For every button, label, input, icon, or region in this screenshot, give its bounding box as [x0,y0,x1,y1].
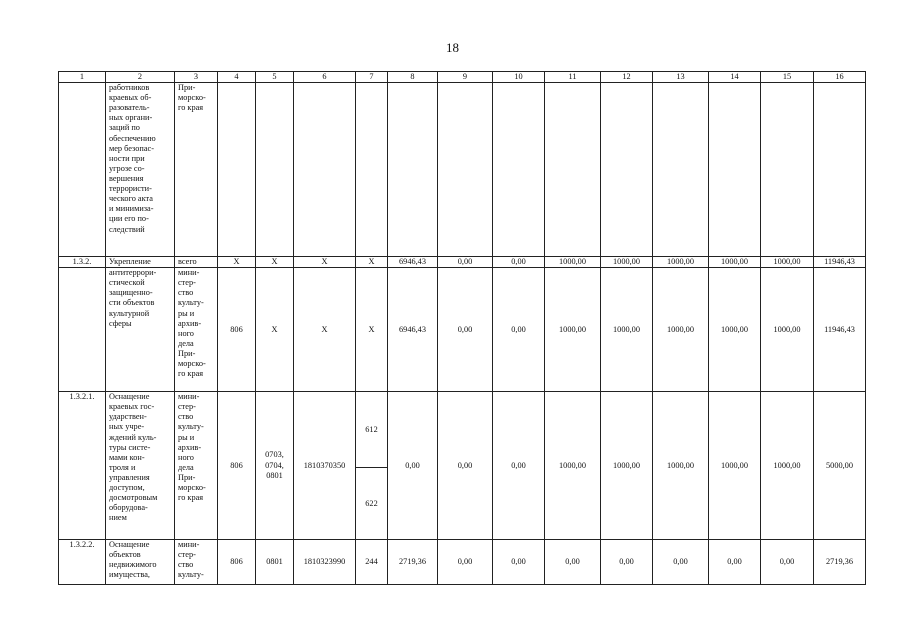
col-header: 10 [493,72,545,83]
vr-code [356,83,388,257]
vr-code: 244 [356,540,388,585]
amount-cell [601,83,653,257]
vr-code: X [356,257,388,268]
amount-cell: 6946,43 [388,268,438,392]
csr-code: X [294,268,356,392]
amount-cell [493,83,545,257]
executor: всего [175,257,218,268]
row-code: 1.3.2.2. [59,540,106,585]
col-header: 13 [653,72,709,83]
amount-cell: 0,00 [493,392,545,540]
col-header: 3 [175,72,218,83]
total-cell [814,83,866,257]
amount-cell: 1000,00 [709,268,761,392]
event-name: работников краевых об- разователь- ных органи- заций по обеспечению мер безопас- ности при угрозе со- вершения террористи- ческого акта и минимиза- ции его по- следствий [106,83,175,257]
page-number: 18 [446,40,459,55]
amount-cell: 1000,00 [709,392,761,540]
col-header: 2 [106,72,175,83]
amount-cell: 2719,36 [388,540,438,585]
amount-cell [388,83,438,257]
event-name: Оснащение объектов недвижимого имущества, [106,540,175,585]
amount-cell: 0,00 [709,540,761,585]
grbs-code: X [218,257,256,268]
amount-cell: 1000,00 [545,268,601,392]
table-row [59,268,866,392]
rzpr-code [256,83,294,257]
col-header: 12 [601,72,653,83]
col-header: 14 [709,72,761,83]
amount-cell: 6946,43 [388,257,438,268]
executor: При- морско- го края [175,83,218,257]
col-header: 7 [356,72,388,83]
amount-cell: 0,00 [493,540,545,585]
table-row [59,257,866,268]
amount-cell: 1000,00 [653,268,709,392]
executor: мини- стер- ство культу- ры и архив- ного дела При- морско- го края [175,268,218,392]
vr-code-split [356,392,388,540]
vr-code: X [356,268,388,392]
amount-cell: 1000,00 [653,257,709,268]
row-code [59,268,106,392]
amount-cell: 0,00 [438,540,493,585]
amount-cell: 1000,00 [761,392,814,540]
column-number-header-row [59,72,866,83]
row-code: 1.3.2.1. [59,392,106,540]
amount-cell: 0,00 [388,392,438,540]
amount-cell: 1000,00 [545,392,601,540]
amount-cell: 1000,00 [601,268,653,392]
table-row [59,83,866,257]
amount-cell: 1000,00 [709,257,761,268]
table-row [59,392,866,540]
amount-cell: 0,00 [761,540,814,585]
amount-cell: 1000,00 [761,268,814,392]
budget-table [58,71,866,585]
amount-cell: 0,00 [653,540,709,585]
grbs-code: 806 [218,540,256,585]
col-header: 5 [256,72,294,83]
row-code: 1.3.2. [59,257,106,268]
total-cell: 11946,43 [814,268,866,392]
rzpr-code: 0801 [256,540,294,585]
col-header: 11 [545,72,601,83]
col-header: 15 [761,72,814,83]
amount-cell: 0,00 [601,540,653,585]
executor: мини- стер- ство культу- ры и архив- ного дела При- морско- го края [175,392,218,540]
row-code [59,83,106,257]
amount-cell: 0,00 [493,257,545,268]
amount-cell: 0,00 [438,257,493,268]
event-name: Оснащение краевых гос- ударствен- ных учре- ждений куль- туры систе- мами кон- троля и управления доступом, досмотровым оборудова- нием [106,392,175,540]
rzpr-code: X [256,257,294,268]
csr-code [294,83,356,257]
total-cell: 2719,36 [814,540,866,585]
amount-cell: 0,00 [438,392,493,540]
col-header: 1 [59,72,106,83]
executor: мини- стер- ство культу- [175,540,218,585]
total-cell: 5000,00 [814,392,866,540]
amount-cell: 1000,00 [601,392,653,540]
amount-cell: 0,00 [493,268,545,392]
grbs-code: 806 [218,268,256,392]
grbs-code: 806 [218,392,256,540]
col-header: 16 [814,72,866,83]
csr-code: X [294,257,356,268]
amount-cell: 0,00 [545,540,601,585]
col-header: 4 [218,72,256,83]
total-cell: 11946,43 [814,257,866,268]
csr-code: 1810370350 [294,392,356,540]
amount-cell [761,83,814,257]
rzpr-code: X [256,268,294,392]
amount-cell [709,83,761,257]
amount-cell: 1000,00 [653,392,709,540]
vr-code-upper: 612 [356,392,387,468]
col-header: 9 [438,72,493,83]
event-name: Укрепление [106,257,175,268]
grbs-code [218,83,256,257]
amount-cell [438,83,493,257]
amount-cell [545,83,601,257]
event-name: антитеррори- стической защищенно- сти объектов культурной сферы [106,268,175,392]
amount-cell: 1000,00 [601,257,653,268]
col-header: 8 [388,72,438,83]
vr-code-lower: 622 [365,498,378,508]
amount-cell: 1000,00 [761,257,814,268]
table-row [59,540,866,585]
rzpr-code: 0703, 0704, 0801 [256,392,294,540]
csr-code: 1810323990 [294,540,356,585]
amount-cell: 0,00 [438,268,493,392]
amount-cell [653,83,709,257]
amount-cell: 1000,00 [545,257,601,268]
col-header: 6 [294,72,356,83]
